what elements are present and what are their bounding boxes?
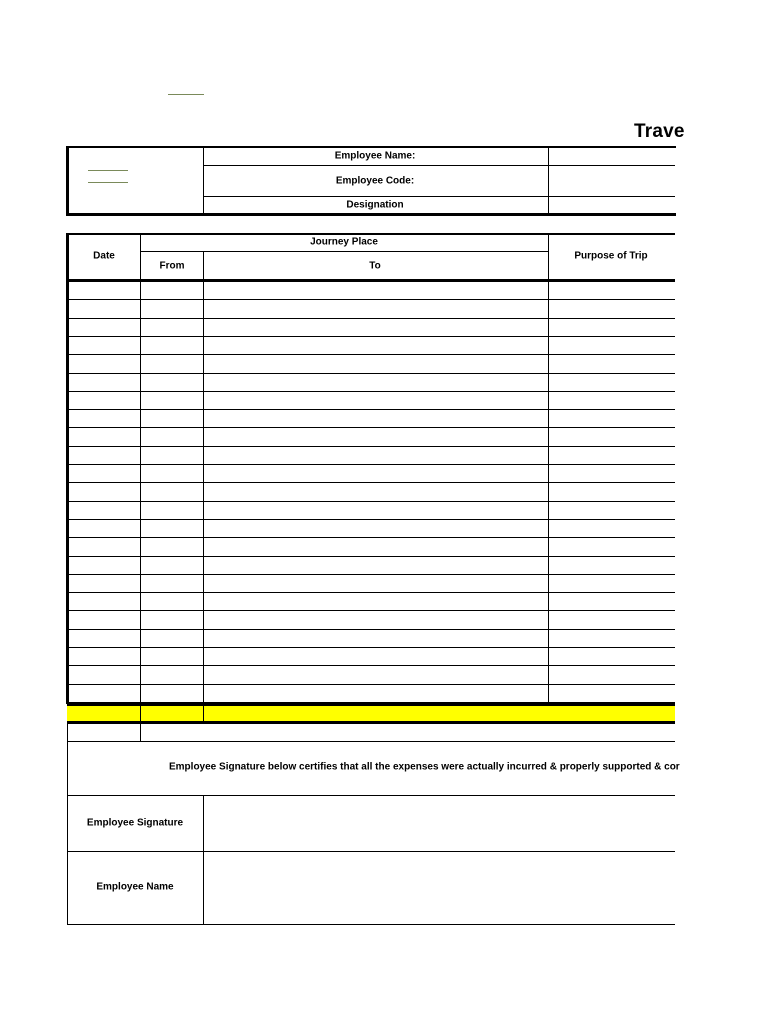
table-row[interactable] (67, 464, 675, 482)
employee-code-field[interactable] (549, 166, 674, 196)
logo-scribble-top (168, 94, 204, 95)
logo-scribble-left-2 (88, 182, 128, 183)
designation-label: Designation (346, 199, 404, 211)
table-row[interactable] (67, 574, 675, 592)
date-header: Date (93, 250, 115, 262)
table-row[interactable] (67, 537, 675, 555)
from-header: From (159, 260, 185, 272)
extra-row-cell[interactable] (67, 722, 675, 741)
employee-code-label: Employee Code: (335, 175, 415, 187)
table-row[interactable] (67, 647, 675, 665)
employee-signature-field[interactable] (204, 796, 674, 851)
employee-name-bottom-label: Employee Name (96, 881, 174, 893)
table-row[interactable] (67, 519, 675, 537)
table-row[interactable] (67, 684, 675, 702)
total-row-divider-1 (140, 704, 141, 722)
info-box-bottom-border (66, 213, 676, 216)
table-row[interactable] (67, 336, 675, 354)
table-row[interactable] (67, 354, 675, 372)
info-box-divider-1 (203, 146, 204, 214)
employee-signature-label: Employee Signature (86, 817, 184, 829)
table-row[interactable] (67, 427, 675, 445)
table-row[interactable] (67, 446, 675, 464)
designation-field[interactable] (549, 197, 674, 213)
total-row-divider-2 (203, 704, 204, 722)
table-row[interactable] (67, 665, 675, 683)
table-row[interactable] (67, 409, 675, 427)
info-box-left-border (66, 146, 69, 216)
table-top-border (67, 233, 675, 235)
table-row[interactable] (67, 373, 675, 391)
table-row[interactable] (67, 318, 675, 336)
table-row[interactable] (67, 391, 675, 409)
table-row[interactable] (67, 281, 675, 299)
table-row[interactable] (67, 299, 675, 317)
employee-name-bottom-field[interactable] (204, 852, 674, 924)
employee-name-field[interactable] (549, 148, 674, 165)
table-row[interactable] (67, 501, 675, 519)
table-row[interactable] (67, 556, 675, 574)
table-row[interactable] (67, 482, 675, 500)
form-title: Trave (634, 121, 685, 142)
logo-scribble-left-1 (88, 170, 128, 171)
certification-top-line (67, 741, 675, 742)
table-row[interactable] (67, 629, 675, 647)
certification-left-border (67, 741, 68, 925)
table-row[interactable] (67, 592, 675, 610)
table-row[interactable] (67, 610, 675, 628)
total-row-highlight (67, 706, 675, 722)
employee-name-label: Employee Name: (334, 150, 416, 162)
form-bottom-line (67, 924, 675, 925)
purpose-header: Purpose of Trip (574, 250, 648, 262)
certification-statement: Employee Signature below certifies that all the expenses were actually incurred & properly supported & cor (169, 761, 680, 773)
header-journey-split (140, 251, 548, 252)
to-header: To (369, 260, 381, 272)
journey-place-header: Journey Place (310, 236, 378, 248)
